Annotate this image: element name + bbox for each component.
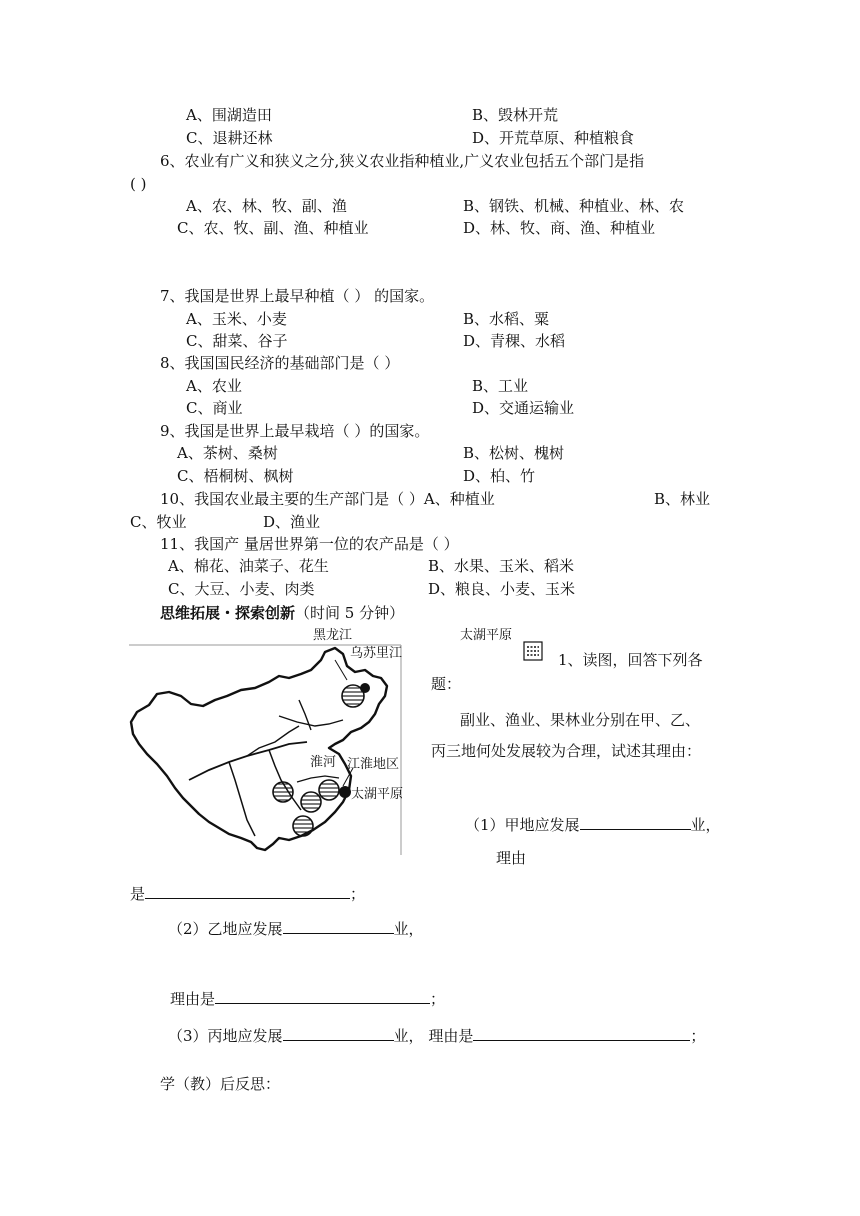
q7-option-b: B、水稻、粟	[463, 310, 550, 328]
china-outline	[131, 648, 387, 850]
q8-stem: 8、我国国民经济的基础部门是（ ）	[160, 354, 400, 372]
q9-option-c: C、梧桐树、枫树	[177, 467, 294, 485]
answer-3-reason-blank[interactable]	[473, 1026, 690, 1041]
q5-option-a: A、围湖造田	[186, 106, 272, 124]
q5-option-c: C、退耕还林	[186, 129, 273, 147]
task-line-4: 丙三地何处发展较为合理，试述其理由：	[431, 742, 702, 760]
answer-1-reason-label: 理由	[496, 849, 527, 867]
map-label-heilongjiang: 黑龙江	[313, 628, 353, 643]
map-label-jianghuai: 江淮地区	[347, 757, 400, 772]
q11-option-d: D、粮良、小麦、玉米	[428, 580, 576, 598]
legend-pattern-icon	[523, 641, 543, 661]
site-south	[293, 816, 313, 836]
map-label-taihu: 太湖平原	[351, 787, 404, 802]
answer-1-is: 是	[130, 885, 146, 903]
q9-option-d: D、柏、竹	[463, 467, 536, 485]
answer-2-line	[168, 919, 424, 938]
site-bing	[319, 780, 339, 800]
answer-1-end: ；	[350, 885, 366, 903]
answer-2-reason-blank[interactable]	[215, 989, 430, 1004]
q11-option-a: A、棉花、油菜子、花生	[168, 557, 329, 575]
q9-stem: 9、我国是世界上最早栽培（ ）的国家。	[160, 422, 430, 440]
q6-paren: ( )	[130, 175, 147, 193]
q6-stem: 6、农业有广义和狭义之分,狭义农业指种植业,广义农业包括五个部门是指	[160, 152, 645, 170]
q7-option-c: C、甜菜、谷子	[186, 332, 288, 350]
task-line-1: 1、读图，回答下列各	[558, 651, 703, 669]
q8-option-b: B、工业	[472, 377, 529, 395]
answer-2-prefix: （2）乙地应发展	[168, 920, 283, 938]
map-label-wusuli: 乌苏里江	[350, 646, 403, 661]
answer-3-industry-blank[interactable]	[283, 1026, 394, 1041]
answer-2-industry-blank[interactable]	[283, 919, 394, 934]
answer-3-suffix: 业， 理由是	[393, 1027, 474, 1045]
q6-option-c: C、农、牧、副、渔、种植业	[177, 219, 369, 237]
q8-option-a: A、农业	[186, 377, 242, 395]
task-line-2: 题：	[431, 675, 462, 693]
q9-option-a: A、茶树、桑树	[177, 444, 278, 462]
section-title: 思维拓展・探索创新	[160, 604, 296, 622]
answer-2-reason-end: ；	[430, 990, 446, 1008]
q7-option-d: D、青稞、水稻	[463, 332, 566, 350]
q9-option-b: B、松树、槐树	[463, 444, 565, 462]
q10-option-c: C、牧业	[130, 513, 187, 531]
q5-option-b: B、毁林开荒	[472, 106, 559, 124]
q6-option-b: B、钢铁、机械、种植业、林、农	[463, 197, 685, 215]
q10-option-d: D、渔业	[263, 513, 321, 531]
map-label-huaihe: 淮河	[310, 755, 337, 770]
answer-3-line	[168, 1026, 705, 1045]
answer-1-suffix: 业，	[690, 816, 721, 834]
q10-stem: 10、我国农业最主要的生产部门是（ ）A、种植业	[160, 490, 495, 508]
site-jiang	[273, 782, 293, 802]
section-time: （时间 5 分钟）	[295, 604, 405, 622]
answer-1-reason-line	[130, 884, 365, 903]
answer-2-reason-line	[170, 989, 445, 1008]
q7-stem: 7、我国是世界上最早种植（ ） 的国家。	[160, 287, 435, 305]
section-heading	[160, 604, 404, 622]
answer-1-line	[465, 815, 721, 834]
china-map	[129, 630, 419, 862]
answer-2-suffix: 业，	[393, 920, 424, 938]
answer-1-reason-blank[interactable]	[145, 884, 350, 899]
q6-option-a: A、农、林、牧、副、渔	[186, 197, 347, 215]
site-yi	[301, 792, 321, 812]
answer-1-prefix: （1）甲地应发展	[465, 816, 580, 834]
task-line-3: 副业、渔业、果林业分别在甲、乙、	[460, 711, 701, 729]
q8-option-c: C、商业	[186, 399, 243, 417]
q7-option-a: A、玉米、小麦	[186, 310, 287, 328]
q11-option-c: C、大豆、小麦、肉类	[168, 580, 315, 598]
answer-3-prefix: （3）丙地应发展	[168, 1027, 283, 1045]
reflection-label: 学（教）后反思：	[160, 1075, 281, 1093]
legend-taihu-label: 太湖平原	[460, 628, 513, 643]
q11-option-b: B、水果、玉米、稻米	[428, 557, 575, 575]
q8-option-d: D、交通运输业	[472, 399, 575, 417]
q11-stem: 11、我国产 量居世界第一位的农产品是（ ）	[160, 535, 459, 553]
q5-option-d: D、开荒草原、种植粮食	[472, 129, 635, 147]
answer-3-end: ；	[690, 1027, 706, 1045]
site-taihu	[339, 786, 351, 798]
answer-1-industry-blank[interactable]	[580, 815, 691, 830]
q10-option-b: B、林业	[654, 490, 711, 508]
answer-2-reason-prefix: 理由是	[170, 990, 216, 1008]
q6-option-d: D、林、牧、商、渔、种植业	[463, 219, 656, 237]
